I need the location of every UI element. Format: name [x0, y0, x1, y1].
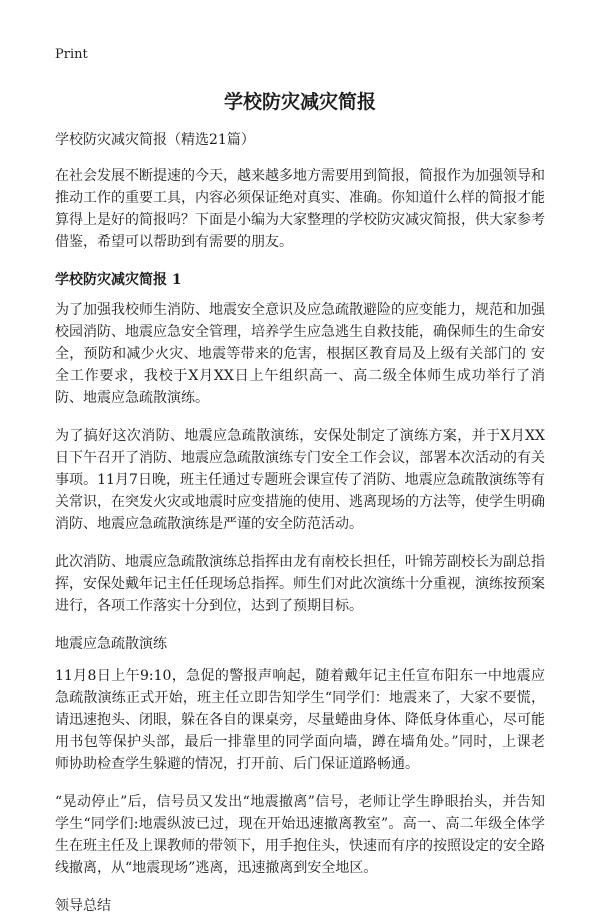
paragraph-2: 为了搞好这次消防、地震应急疏散演练，安保处制定了演练方案，并于X月XX日下午召开了消防、地震应急疏散演练专门安全工作会议，部署本次活动的有关事项。11月7日晚，班主任通过专题班会课宣传了消防、地震应急疏散演练等有关常识，在突发火灾或地震时应变措施的使用、逃离现场的方法等，使学生明确消防、地震应急疏散演练是严谨的安全防范活动。 — [55, 428, 545, 532]
print-link[interactable]: Print — [55, 47, 88, 62]
document-subtitle: 学校防灾减灾简报（精选21篇） — [55, 132, 255, 148]
paragraph-5: “晃动停止”后，信号员又发出“地震撤离”信号，老师让学生睁眼抬头，并告知学生“同学们:地震纵波已过，现在开始迅速撤离教室”。高一、高二年级全体学生在班主任及上课教师的带领下，用手抱住头，快速而有序的按照设定的安全路线撤离，从“地震现场”逃离，迅速撤离到安全地区。 — [55, 794, 545, 876]
paragraph-4: 11月8日上午9:10，急促的警报声响起，随着戴年记主任宣布阳东一中地震应急疏散演练正式开始，班主任立即告知学生“同学们：地震来了，大家不要慌，请迅速抱头、闭眼，躲在各自的课桌旁，尽量蜷曲身体、降低身体重心，尽可能用书包等保护头部，最后一排靠里的同学面向墙，蹲在墙角处。”同时，上课老师协助检查学生躲避的情况，打开前、后门保证道路畅通。 — [55, 668, 545, 772]
paragraph-1: 为了加强我校师生消防、地震安全意识及应急疏散避险的应变能力，规范和加强校园消防、地震应急安全管理，培养学生应急逃生自救技能，确保师生的生命安全，预防和减少火灾、地震等带来的危害，根据区教育局及上级有关部门的 安全工作要求，我校于X月XX日上午组织高一、高二级全体师生成功举行了消防、地震应急疏散演练。 — [55, 302, 545, 406]
summary-heading: 领导总结 — [55, 898, 111, 914]
drill-heading: 地震应急疏散演练 — [55, 636, 167, 652]
intro-paragraph: 在社会发展不断提速的今天，越来越多地方需要用到简报，简报作为加强领导和推动工作的重要工具，内容必须保证绝对真实、准确。你知道什么样的简报才能算得上是好的简报吗？下面是小编为大家整理的学校防灾减灾简报，供大家参考借鉴，希望可以帮助到有需要的朋友。 — [55, 168, 545, 250]
section-heading-1: 学校防灾减灾简报 1 — [55, 272, 182, 288]
paragraph-3: 此次消防、地震应急疏散演练总指挥由龙有南校长担任，叶锦芳副校长为副总指挥，安保处戴年记主任任现场总指挥。师生们对此次演练十分重视，演练按预案进行，各项工作落实十分到位，达到了预期目标。 — [55, 554, 545, 614]
page-title: 学校防灾减灾简报 — [223, 91, 376, 113]
